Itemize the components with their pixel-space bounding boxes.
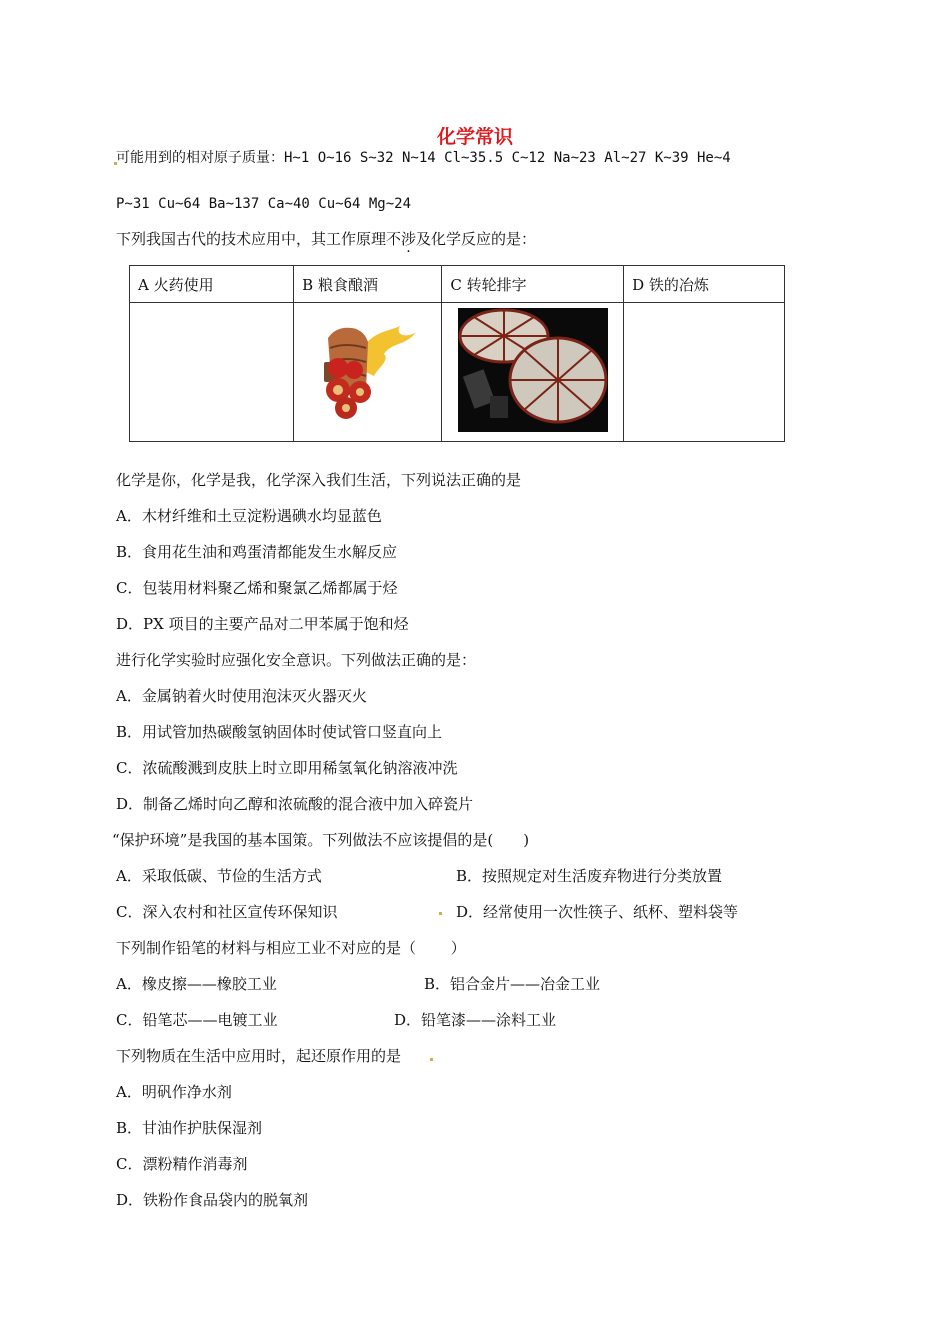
q4-option-d: D．经常使用一次性筷子、纸杯、塑料袋等 xyxy=(456,903,739,921)
q4-option-c: C．深入农村和社区宣传环保知识 xyxy=(116,903,338,921)
atomic-mass-line-1: 可能用到的相对原子质量：H~1 O~16 S~32 N~14 Cl~35.5 C~12 Na~23 Al~27 K~39 He~4 xyxy=(116,150,731,166)
q1-option-d: D 铁的冶炼 xyxy=(624,266,785,303)
q1-stem-emphasis: 不涉及 xyxy=(386,230,432,248)
q1-stem-post: 化学反应的是： xyxy=(431,230,537,248)
q6-option-c: C．漂粉精作消毒剂 xyxy=(116,1155,248,1173)
q1-options-table xyxy=(129,265,785,442)
atomic-mass-line-2: P~31 Cu~64 Ba~137 Ca~40 Cu~64 Mg~24 xyxy=(116,196,412,212)
q3-option-d: D．制备乙烯时向乙醇和浓硫酸的混合液中加入碎瓷片 xyxy=(116,795,474,813)
q5-option-b: B．铝合金片——冶金工业 xyxy=(424,975,601,993)
q5-option-c: C．铅笔芯——电镀工业 xyxy=(116,1011,278,1029)
q2-stem: 化学是你，化学是我，化学深入我们生活，下列说法正确的是 xyxy=(116,471,522,489)
q2-option-b: B．食用花生油和鸡蛋清都能发生水解反应 xyxy=(116,543,398,561)
rotary-type-wheel-image xyxy=(458,308,608,436)
q4-option-a: A．采取低碳、节俭的生活方式 xyxy=(116,867,322,885)
q6-stem: 下列物质在生活中应用时，起还原作用的是 xyxy=(116,1047,402,1065)
q5-option-a: A．橡皮擦——橡胶工业 xyxy=(116,975,277,993)
page-title: 化学常识 xyxy=(436,126,513,148)
q4-stem: “保护环境”是我国的基本国策。下列做法不应该提倡的是( ) xyxy=(112,831,530,849)
scan-speck xyxy=(430,1058,433,1061)
q1-option-c: C 转轮排字 xyxy=(442,266,624,303)
q4-option-b: B．按照规定对生活废弃物进行分类放置 xyxy=(456,867,723,885)
q1-image-d-cell xyxy=(624,303,785,442)
q1-option-a: A 火药使用 xyxy=(130,266,294,303)
scan-speck xyxy=(439,912,442,915)
q1-image-c-cell xyxy=(442,303,624,442)
q6-option-b: B．甘油作护肤保湿剂 xyxy=(116,1119,263,1137)
q2-option-c: C．包装用材料聚乙烯和聚氯乙烯都属于烃 xyxy=(116,579,398,597)
q5-option-d: D．铅笔漆——涂料工业 xyxy=(394,1011,557,1029)
q3-option-c: C．浓硫酸溅到皮肤上时立即用稀氢氧化钠溶液冲洗 xyxy=(116,759,458,777)
q3-stem: 进行化学实验时应强化安全意识。下列做法正确的是： xyxy=(116,651,477,669)
wine-jars-image xyxy=(316,320,420,424)
q2-option-d: D．PX 项目的主要产品对二甲苯属于饱和烃 xyxy=(116,615,409,633)
q1-option-b: B 粮食酿酒 xyxy=(294,266,442,303)
q1-stem-pre: 下列我国古代的技术应用中，其工作原理 xyxy=(116,230,387,248)
q2-option-a: A．木材纤维和土豆淀粉遇碘水均显蓝色 xyxy=(116,507,382,525)
q3-option-a: A．金属钠着火时使用泡沫灭火器灭火 xyxy=(116,687,367,705)
q5-stem: 下列制作铅笔的材料与相应工业不对应的是（ ） xyxy=(116,939,466,957)
q3-option-b: B．用试管加热碳酸氢钠固体时使试管口竖直向上 xyxy=(116,723,443,741)
q6-option-d: D．铁粉作食品袋内的脱氧剂 xyxy=(116,1191,309,1209)
q1-image-b-cell xyxy=(294,303,442,442)
q6-option-a: A．明矾作净水剂 xyxy=(116,1083,232,1101)
q1-stem xyxy=(116,229,536,249)
q1-image-a-cell xyxy=(130,303,294,442)
